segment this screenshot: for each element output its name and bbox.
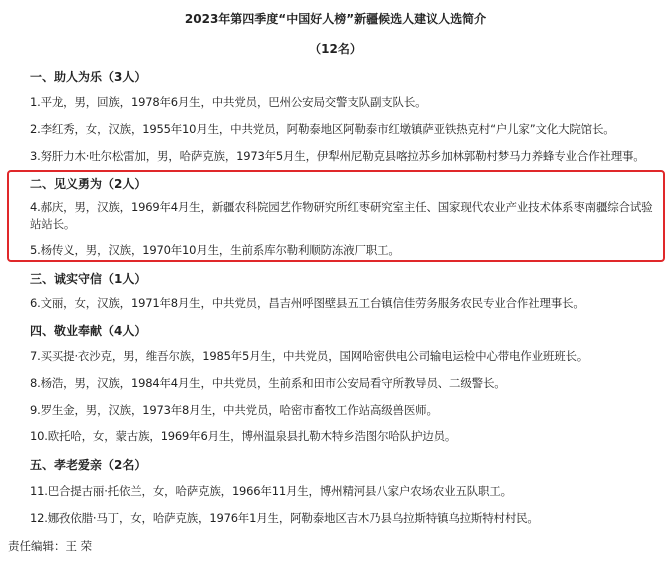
section-heading-dedication: 四、敬业奉献（4人）: [30, 324, 147, 338]
list-item: 7.买买提·衣沙克，男，维吾尔族，1985年5月生，中共党员，国网哈密供电公司输电运检中心带电作业班班长。: [30, 349, 589, 363]
section-heading-honesty: 三、诚实守信（1人）: [30, 272, 147, 286]
list-item: 9.罗生金，男，汉族，1973年8月生，中共党员，哈密市畜牧工作站高级兽医师。: [30, 403, 438, 417]
editor-credit: 责任编辑：王 荣: [8, 539, 93, 553]
document-count: （12名）: [309, 42, 362, 56]
list-item: 6.文丽，女，汉族，1971年8月生，中共党员，昌吉州呼图壁县五工台镇信佳劳务服务农民专业合作社理事长。: [30, 296, 585, 310]
list-item: 3.努肝力木·吐尔松雷加，男，哈萨克族，1973年5月生，伊犁州尼勒克县喀拉苏乡加林郭勒村梦马力养蜂专业合作社理事。: [30, 149, 645, 163]
section-heading-bravery: 二、见义勇为（2人）: [30, 177, 147, 191]
list-item: 2.李红秀，女，汉族，1955年10月生，中共党员，阿勒泰地区阿勒泰市红墩镇萨亚铁热克村“户儿家”文化大院馆长。: [30, 122, 615, 136]
list-item: 10.欧托哈，女，蒙古族，1969年6月生，博州温泉县扎勒木特乡浩图尔哈队护边员。: [30, 429, 457, 443]
section-heading-filial-piety: 五、孝老爱亲（2名）: [30, 458, 147, 472]
list-item: 8.杨浩，男，汉族，1984年4月生，中共党员，生前系和田市公安局看守所教导员、二级警长。: [30, 376, 506, 390]
list-item: 12.娜孜依腊·马丁，女，哈萨克族，1976年1月生，阿勒泰地区吉木乃县乌拉斯特镇乌拉斯特村村民。: [30, 511, 539, 525]
document-title: 2023年第四季度“中国好人榜”新疆候选人建议人选简介: [184, 12, 487, 26]
list-item: 4.郝庆，男，汉族，1969年4月生，新疆农科院园艺作物研究所红枣研究室主任、国家现代农业产业技术体系枣南疆综合试验站站长。: [30, 200, 653, 231]
list-item: 5.杨传义，男，汉族，1970年10月生，生前系库尔勒利顺防冻液厂职工。: [30, 243, 400, 257]
list-item: 11.巴合提古丽·托依兰，女，哈萨克族，1966年11月生，博州精河县八家户农场农业五队职工。: [30, 484, 512, 498]
list-item: 1.平龙，男，回族，1978年6月生，中共党员，巴州公安局交警支队副支队长。: [30, 95, 427, 109]
section-heading-helping-others: 一、助人为乐（3人）: [30, 70, 147, 84]
